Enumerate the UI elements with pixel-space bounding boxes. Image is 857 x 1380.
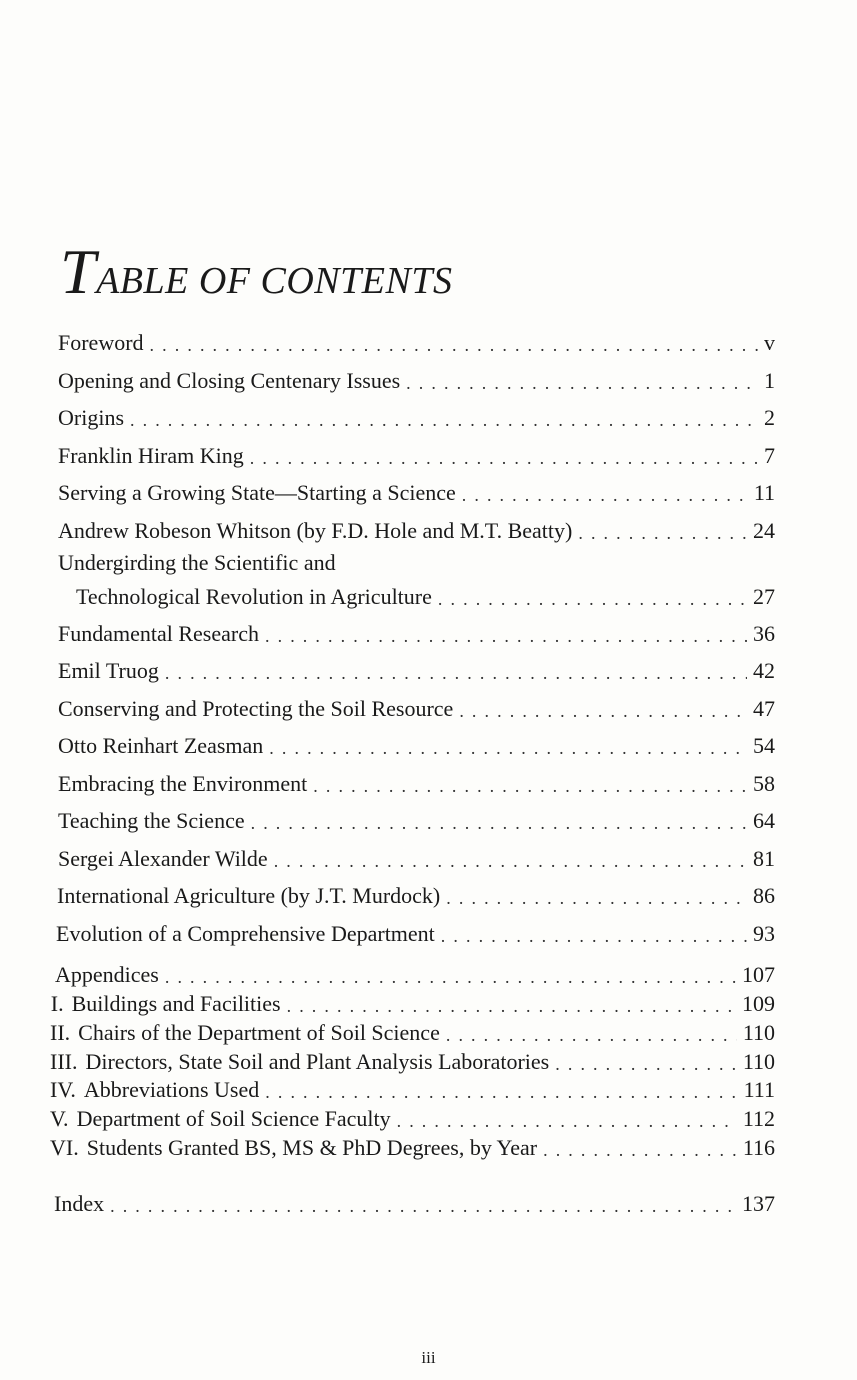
toc-entry-emil-truog[interactable]: [58, 654, 775, 684]
appendix-item[interactable]: [50, 1045, 775, 1075]
toc-entry-page: 64: [753, 808, 775, 833]
toc-entry-evolution[interactable]: [56, 917, 775, 947]
toc-entry-serving-state[interactable]: [58, 476, 775, 506]
appendix-label: Chairs of the Department of Soil Science: [78, 1020, 440, 1045]
toc-entry-teaching[interactable]: [58, 804, 775, 834]
leader-dots: [406, 372, 758, 394]
toc-entry-page: 107: [742, 962, 775, 987]
leader-dots: [265, 625, 747, 647]
toc-entry-label: Origins: [58, 405, 124, 430]
toc-entry-label: Teaching the Science: [58, 808, 245, 833]
toc-entry-page: 81: [753, 846, 775, 871]
leader-dots: [110, 1195, 736, 1217]
toc-entry-franklin-king[interactable]: [58, 439, 775, 469]
toc-entry-page: 54: [753, 733, 775, 758]
leader-dots: [165, 966, 736, 988]
leader-dots: [555, 1053, 737, 1075]
leader-dots: [274, 850, 747, 872]
page-number: iii: [421, 1348, 436, 1367]
appendix-page: 111: [743, 1077, 775, 1102]
toc-entry-page: 58: [753, 771, 775, 796]
appendix-item[interactable]: [50, 987, 775, 1017]
toc-entry-index[interactable]: [54, 1187, 775, 1217]
toc-entry-label: Serving a Growing State—Starting a Science: [58, 480, 456, 505]
toc-entry-appendices[interactable]: [55, 958, 775, 988]
toc-entry-page: 93: [753, 921, 775, 946]
toc-entry-label: Index: [54, 1191, 105, 1216]
leader-dots: [462, 484, 748, 506]
toc-entry-label: Technological Revolution in Agriculture: [76, 584, 432, 609]
toc-entry-origins[interactable]: [58, 401, 775, 431]
toc-entry-page: 47: [753, 696, 775, 721]
leader-dots: [446, 1024, 737, 1046]
appendix-page: 110: [742, 1020, 775, 1045]
toc-entry-page: 27: [753, 584, 775, 609]
toc-entry-opening-closing[interactable]: [58, 364, 775, 394]
appendix-numeral: VI.: [50, 1135, 79, 1160]
toc-entry-label: Embracing the Environment: [58, 771, 308, 796]
toc-entry-foreword[interactable]: [58, 326, 775, 356]
leader-dots: [397, 1110, 737, 1132]
toc-entry-page: 7: [764, 443, 775, 468]
appendix-numeral: IV.: [50, 1077, 76, 1102]
leader-dots: [459, 700, 747, 722]
toc-entry-label: Foreword: [58, 330, 144, 355]
appendix-page: 110: [742, 1049, 775, 1074]
toc-entry-label: Fundamental Research: [58, 621, 259, 646]
leader-dots: [251, 812, 747, 834]
appendix-page: 112: [742, 1106, 775, 1131]
appendix-label: Buildings and Facilities: [71, 991, 281, 1016]
toc-entry-label: Sergei Alexander Wilde: [58, 846, 268, 871]
leader-dots: [313, 775, 747, 797]
toc-entry-page: 137: [742, 1191, 775, 1216]
toc-entry-page: 86: [753, 883, 775, 908]
appendix-numeral: II.: [50, 1020, 71, 1045]
title-rest: ABLE OF CONTENTS: [96, 260, 453, 302]
toc-entry-undergirding[interactable]: [76, 580, 775, 610]
toc-entry-environment[interactable]: [58, 767, 775, 797]
appendix-item[interactable]: [50, 1131, 775, 1161]
appendix-page: 109: [742, 991, 775, 1016]
leader-dots: [150, 334, 758, 356]
toc-entry-undergirding-line1[interactable]: Undergirding the Scientific and: [58, 550, 336, 575]
toc-entry-international[interactable]: [57, 879, 775, 909]
leader-dots: [287, 995, 736, 1017]
appendix-item[interactable]: [50, 1102, 775, 1132]
toc-entry-label: Emil Truog: [58, 658, 159, 683]
appendix-numeral: III.: [50, 1049, 78, 1074]
toc-entry-label: Otto Reinhart Zeasman: [58, 733, 264, 758]
toc-entry-page: 11: [753, 480, 775, 505]
title-initial: T: [60, 236, 97, 307]
appendix-numeral: I.: [50, 991, 64, 1016]
leader-dots: [543, 1139, 737, 1161]
leader-dots: [441, 925, 747, 947]
toc-entry-label: Evolution of a Comprehensive Department: [56, 921, 435, 946]
appendix-item[interactable]: [50, 1073, 775, 1103]
toc-entry-page: 36: [753, 621, 775, 646]
appendix-page: 116: [742, 1135, 775, 1160]
toc-entry-page: 42: [753, 658, 775, 683]
toc-entry-label: International Agriculture (by J.T. Murdock): [57, 883, 441, 908]
leader-dots: [269, 737, 747, 759]
appendix-item[interactable]: [50, 1016, 775, 1046]
appendix-label: Department of Soil Science Faculty: [76, 1106, 391, 1131]
toc-entry-fundamental-research[interactable]: [58, 617, 775, 647]
appendix-numeral: V.: [50, 1106, 69, 1131]
toc-entry-label: Andrew Robeson Whitson (by F.D. Hole and M.T. Beatty): [58, 518, 573, 543]
leader-dots: [265, 1081, 737, 1103]
toc-entry-page: 24: [753, 518, 775, 543]
leader-dots: [165, 662, 747, 684]
toc-entry-page: 2: [764, 405, 775, 430]
leader-dots: [438, 588, 747, 610]
toc-entry-label: Appendices: [55, 962, 159, 987]
toc-entry-page: v: [764, 330, 775, 355]
toc-entry-label: Conserving and Protecting the Soil Resource: [58, 696, 454, 721]
leader-dots: [250, 447, 758, 469]
toc-entry-label: Opening and Closing Centenary Issues: [58, 368, 401, 393]
toc-entry-label: Franklin Hiram King: [58, 443, 244, 468]
appendix-label: Directors, State Soil and Plant Analysis Laboratories: [85, 1049, 550, 1074]
leader-dots: [446, 887, 747, 909]
appendix-label: Abbreviations Used: [83, 1077, 260, 1102]
leader-dots: [130, 409, 758, 431]
leader-dots: [578, 522, 747, 544]
toc-entry-zeasman[interactable]: [58, 729, 775, 759]
appendix-label: Students Granted BS, MS & PhD Degrees, by Year: [86, 1135, 538, 1160]
toc-entry-conserving-soil[interactable]: [58, 692, 775, 722]
toc-entry-wilde[interactable]: [58, 842, 775, 872]
toc-entry-page: 1: [764, 368, 775, 393]
toc-entry-whitson[interactable]: [58, 514, 775, 544]
